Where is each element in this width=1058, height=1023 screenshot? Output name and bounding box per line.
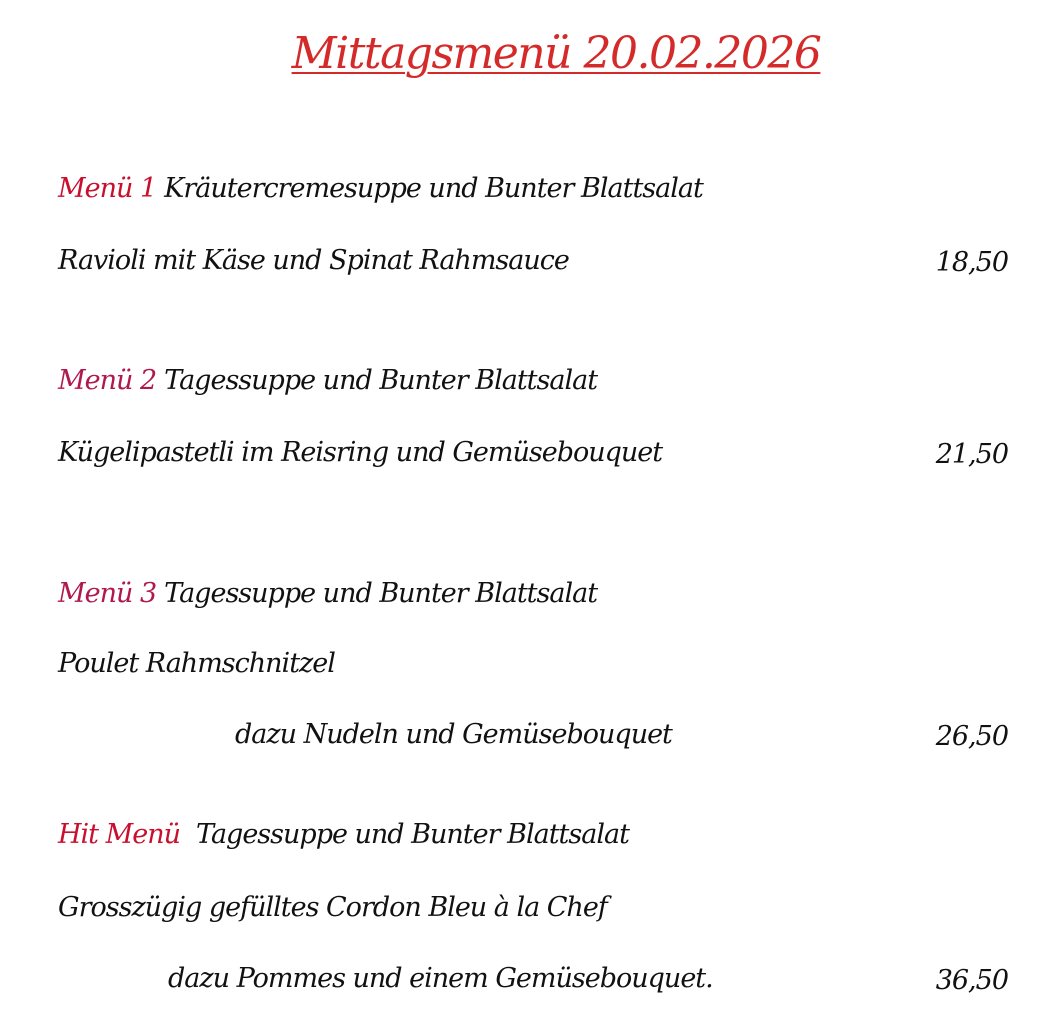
menu-3-price: 26,50 (935, 721, 1008, 752)
menu-3-starter-line (58, 576, 597, 612)
hit-menu-main: Grosszügig gefülltes Cordon Bleu à la Chef (58, 892, 607, 923)
menu-2-starter-line (58, 363, 597, 399)
hit-menu-starter-line (58, 817, 629, 853)
menu-2-label: Menü 2 (58, 365, 157, 396)
menu-3-side: dazu Nudeln und Gemüsebouquet (235, 719, 672, 750)
hit-menu-price: 36,50 (935, 965, 1008, 996)
menu-3-label: Menü 3 (58, 578, 157, 609)
hit-menu-side: dazu Pommes und einem Gemüsebouquet. (168, 963, 713, 994)
menu-1-starter: Kräutercremesuppe und Bunter Blattsalat (164, 173, 703, 204)
menu-1-label: Menü 1 (58, 173, 157, 204)
menu-1-starter-line (58, 171, 703, 207)
menu-title: Mittagsmenü 20.02.2026 (291, 28, 821, 79)
hit-menu-starter: Tagessuppe und Bunter Blattsalat (196, 819, 629, 850)
menu-2-main: Kügelipastetli im Reisring und Gemüsebouquet (58, 437, 663, 468)
menu-2-price: 21,50 (935, 439, 1008, 470)
menu-2-starter: Tagessuppe und Bunter Blattsalat (164, 365, 598, 396)
menu-1-main: Ravioli mit Käse und Spinat Rahmsauce (58, 245, 569, 276)
menu-3-starter: Tagessuppe und Bunter Blattsalat (164, 578, 598, 609)
menu-1-price: 18,50 (935, 247, 1008, 278)
menu-3-main: Poulet Rahmschnitzel (58, 648, 335, 679)
hit-menu-label: Hit Menü (58, 819, 181, 850)
